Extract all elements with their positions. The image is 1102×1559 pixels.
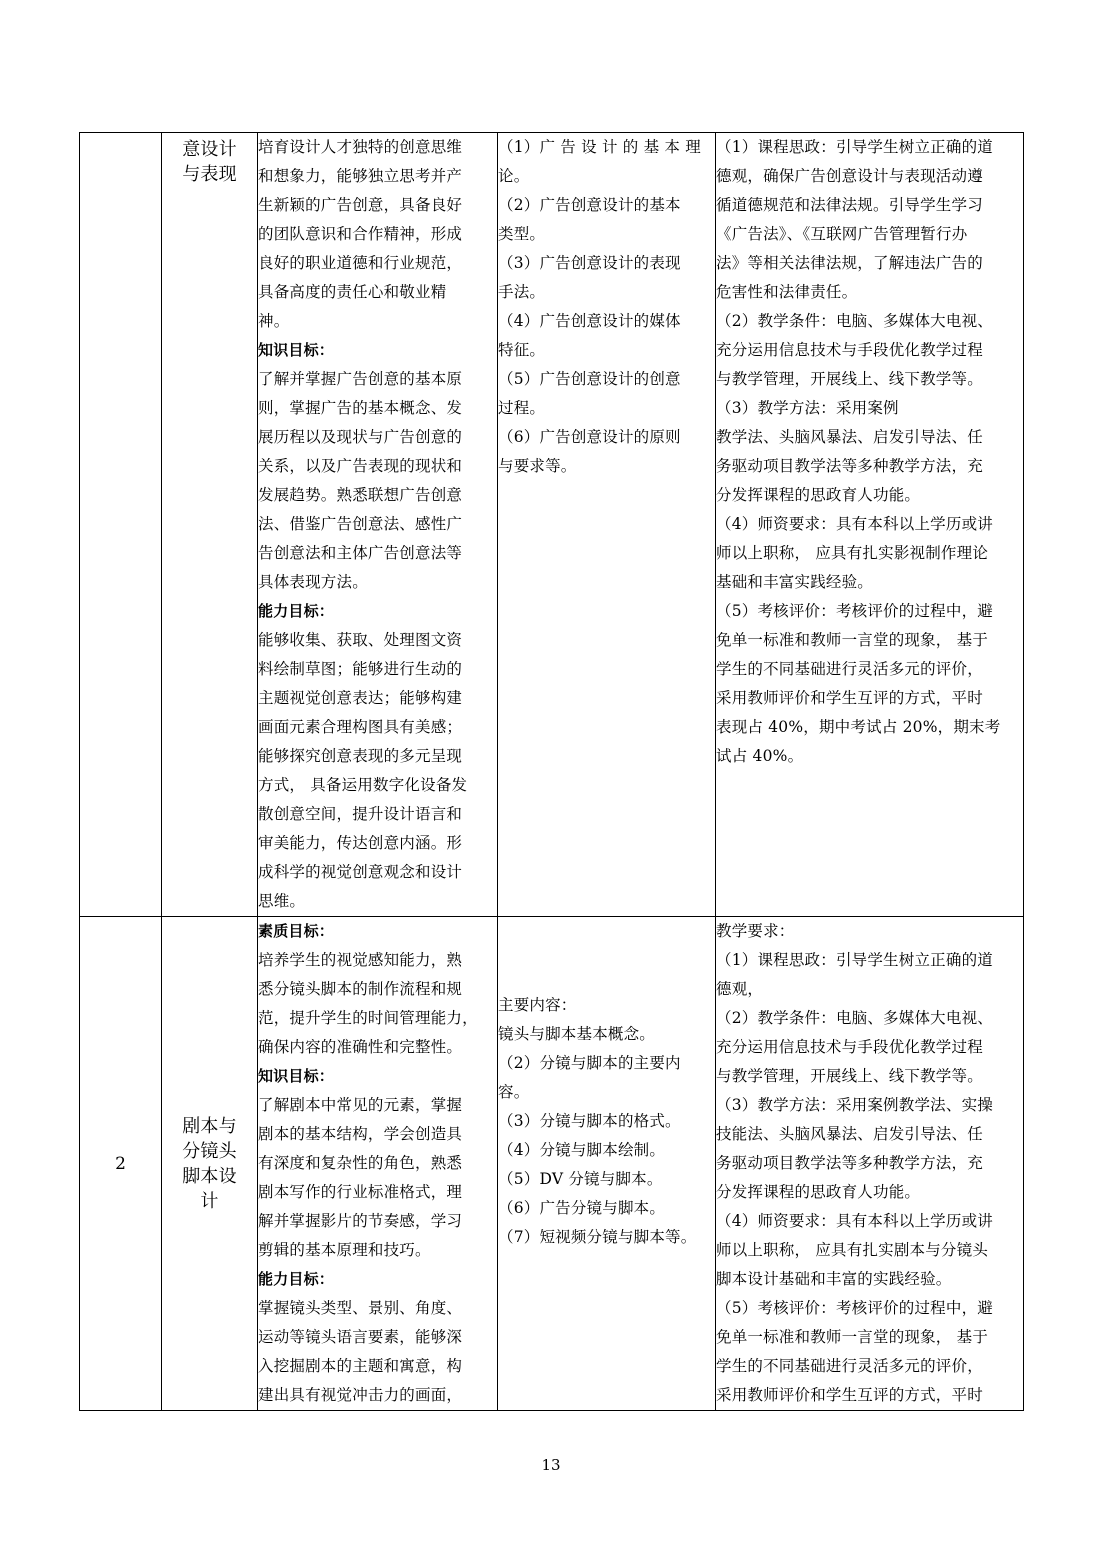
objective-line: 主题视觉创意表达；能够构建 (258, 689, 463, 707)
content-cell (498, 133, 716, 917)
requirement-line: 脚本设计基础和丰富的实践经验。 (716, 1270, 952, 1288)
requirement-line: 务驱动项目教学法等多种教学方法，充 (716, 1154, 983, 1172)
requirement-line: 试占 40%。 (716, 747, 804, 765)
objective-line: 剧本的基本结构，学会创造具 (258, 1125, 463, 1143)
objective-line: 了解并掌握广告创意的基本原 (258, 370, 463, 388)
objective-line: 生新颖的广告创意，具备良好 (258, 196, 463, 214)
content-line: （4）广告创意设计的媒体 (498, 312, 681, 330)
requirement-line: 危害性和法律责任。 (716, 283, 858, 301)
objective-line: 具体表现方法。 (258, 573, 368, 591)
objective-line: 的团队意识和合作精神，形成 (258, 225, 463, 243)
objective-line: 剪辑的基本原理和技巧。 (258, 1241, 431, 1259)
content-line: （6）广告分镜与脚本。 (498, 1199, 666, 1217)
objective-line: 展历程以及现状与广告创意的 (258, 428, 463, 446)
content-cell (498, 917, 716, 1411)
objective-line: 培育设计人才独特的创意思维 (258, 138, 463, 156)
content-line: （2）分镜与脚本的主要内 (498, 1054, 681, 1072)
curriculum-table (79, 132, 1024, 1411)
row-number: 2 (80, 917, 162, 1411)
requirement-line: 学生的不同基础进行灵活多元的评价， (716, 660, 983, 678)
requirement-line: 分发挥课程的思政育人功能。 (716, 486, 921, 504)
table-row (80, 133, 1024, 917)
requirement-line: 技能法、头脑风暴法、启发引导法、任 (716, 1125, 983, 1143)
objective-line: 培养学生的视觉感知能力，熟 (258, 951, 463, 969)
content-line: 手法。 (498, 283, 546, 301)
content-line: 论。 (498, 167, 530, 185)
objective-line: 能够收集、获取、处理图文资 (258, 631, 463, 649)
requirements-cell (716, 917, 1024, 1411)
page-number: 13 (541, 1456, 561, 1474)
requirement-line: 分发挥课程的思政育人功能。 (716, 1183, 921, 1201)
objectives-cell (258, 133, 498, 917)
content-line: （7）短视频分镜与脚本等。 (498, 1228, 697, 1246)
objective-line: 建出具有视觉冲击力的画面， (258, 1386, 463, 1404)
requirement-line: （5）考核评价：考核评价的过程中，避 (716, 602, 993, 620)
requirement-line: 师以上职称， 应具有扎实影视制作理论 (716, 544, 989, 562)
objectives-cell (258, 917, 498, 1411)
section-heading: 素质目标： (258, 922, 335, 940)
table-row (80, 917, 1024, 1411)
requirement-line: （2）教学条件：电脑、多媒体大电视、 (716, 312, 993, 330)
objective-line: 掌握镜头类型、景别、角度、 (258, 1299, 463, 1317)
course-name-line: 剧本与 (182, 1115, 237, 1137)
objective-line: 解并掌握影片的节奏感，学习 (258, 1212, 463, 1230)
requirement-line: （2）教学条件：电脑、多媒体大电视、 (716, 1009, 993, 1027)
requirement-line: 《广告法》、《互联网广告管理暂行办 (716, 225, 968, 243)
requirement-line: （3）教学方法：采用案例教学法、实操 (716, 1096, 993, 1114)
objective-line: 能够探究创意表现的多元呈现 (258, 747, 463, 765)
course-name-cell (162, 133, 258, 917)
objective-line: 散创意空间，提升设计语言和 (258, 805, 463, 823)
content-line: 特征。 (498, 341, 546, 359)
course-name-line: 脚本设 (182, 1165, 237, 1187)
requirement-line: 循道德规范和法律法规。引导学生学习 (716, 196, 983, 214)
requirement-line: 免单一标准和教师一言堂的现象， 基于 (716, 1328, 989, 1346)
content-line: 与要求等。 (498, 457, 577, 475)
requirement-line: 学生的不同基础进行灵活多元的评价， (716, 1357, 983, 1375)
objective-line: 入挖掘剧本的主题和寓意，构 (258, 1357, 463, 1375)
course-name-line: 意设计 (182, 139, 237, 160)
section-heading: 能力目标： (258, 602, 335, 620)
requirement-line: 师以上职称， 应具有扎实剧本与分镜头 (716, 1241, 989, 1259)
requirement-line: （4）师资要求：具有本科以上学历或讲 (716, 1212, 993, 1230)
requirement-line: 教学要求： (716, 922, 795, 940)
objective-line: 有深度和复杂性的角色，熟悉 (258, 1154, 463, 1172)
objective-line: 审美能力，传达创意内涵。形 (258, 834, 463, 852)
objective-line: 画面元素合理构图具有美感； (258, 718, 463, 736)
objective-line: 确保内容的准确性和完整性。 (258, 1038, 463, 1056)
objective-line: 具备高度的责任心和敬业精 (258, 283, 447, 301)
content-line: 类型。 (498, 225, 546, 243)
objective-line: 神。 (258, 312, 290, 330)
content-line: （4）分镜与脚本绘制。 (498, 1141, 666, 1159)
requirement-line: 充分运用信息技术与手段优化教学过程 (716, 1038, 983, 1056)
objective-line: 悉分镜头脚本的制作流程和规 (258, 980, 463, 998)
requirement-line: （5）考核评价：考核评价的过程中，避 (716, 1299, 993, 1317)
objective-line: 法、借鉴广告创意法、感性广 (258, 515, 463, 533)
requirement-line: 务驱动项目教学法等多种教学方法，充 (716, 457, 983, 475)
row-number (80, 133, 162, 917)
requirement-line: （1）课程思政：引导学生树立正确的道 (716, 138, 993, 156)
course-name-line: 与表现 (182, 164, 237, 185)
course-name-line: 计 (200, 1190, 219, 1212)
objective-line: 和想象力，能够独立思考并产 (258, 167, 463, 185)
requirements-cell (716, 133, 1024, 917)
requirement-line: 教学法、头脑风暴法、启发引导法、任 (716, 428, 983, 446)
objective-line: 方式， 具备运用数字化设备发 (258, 776, 468, 794)
objective-line: 则，掌握广告的基本概念、发 (258, 399, 463, 417)
objective-line: 发展趋势。熟悉联想广告创意 (258, 486, 463, 504)
objective-line: 告创意法和主体广告创意法等 (258, 544, 463, 562)
content-line: 过程。 (498, 399, 546, 417)
content-line: 容。 (498, 1083, 530, 1101)
course-name-cell (162, 917, 258, 1411)
section-heading: 能力目标： (258, 1270, 335, 1288)
requirement-line: 采用教师评价和学生互评的方式，平时 (716, 1386, 983, 1404)
requirement-line: 德观，确保广告创意设计与表现活动遵 (716, 167, 983, 185)
requirement-line: 与教学管理，开展线上、线下教学等。 (716, 1067, 983, 1085)
content-line: 主要内容： (498, 996, 577, 1014)
requirement-line: 德观， (716, 980, 764, 998)
content-line: （5）广告创意设计的创意 (498, 370, 681, 388)
content-line: （2）广告创意设计的基本 (498, 196, 681, 214)
objective-line: 范，提升学生的时间管理能力， (258, 1009, 478, 1027)
requirement-line: 免单一标准和教师一言堂的现象， 基于 (716, 631, 989, 649)
requirement-line: 表现占 40%，期中考试占 20%，期末考 (716, 718, 1001, 736)
requirement-line: 法》等相关法律法规，了解违法广告的 (716, 254, 983, 272)
content-line: （3）分镜与脚本的格式。 (498, 1112, 681, 1130)
content-line: （1）广 告 设 计 的 基 本 理 (498, 138, 701, 156)
objective-line: 料绘制草图；能够进行生动的 (258, 660, 463, 678)
content-line: （3）广告创意设计的表现 (498, 254, 681, 272)
content-line: （5）DV 分镜与脚本。 (498, 1170, 663, 1188)
objective-line: 良好的职业道德和行业规范， (258, 254, 463, 272)
section-heading: 知识目标： (258, 341, 335, 359)
requirement-line: 充分运用信息技术与手段优化教学过程 (716, 341, 983, 359)
requirement-line: （3）教学方法：采用案例 (716, 399, 899, 417)
requirement-line: 采用教师评价和学生互评的方式，平时 (716, 689, 983, 707)
objective-line: 关系，以及广告表现的现状和 (258, 457, 463, 475)
requirement-line: （4）师资要求：具有本科以上学历或讲 (716, 515, 993, 533)
content-line: （6）广告创意设计的原则 (498, 428, 681, 446)
objective-line: 思维。 (258, 892, 306, 910)
requirement-line: （1）课程思政：引导学生树立正确的道 (716, 951, 993, 969)
objective-line: 运动等镜头语言要素，能够深 (258, 1328, 463, 1346)
requirement-line: 与教学管理，开展线上、线下教学等。 (716, 370, 983, 388)
objective-line: 成科学的视觉创意观念和设计 (258, 863, 463, 881)
section-heading: 知识目标： (258, 1067, 335, 1085)
objective-line: 了解剧本中常见的元素，掌握 (258, 1096, 463, 1114)
requirement-line: 基础和丰富实践经验。 (716, 573, 874, 591)
objective-line: 剧本写作的行业标准格式，理 (258, 1183, 463, 1201)
content-line: 镜头与脚本基本概念。 (498, 1025, 656, 1043)
course-name-line: 分镜头 (182, 1140, 237, 1162)
